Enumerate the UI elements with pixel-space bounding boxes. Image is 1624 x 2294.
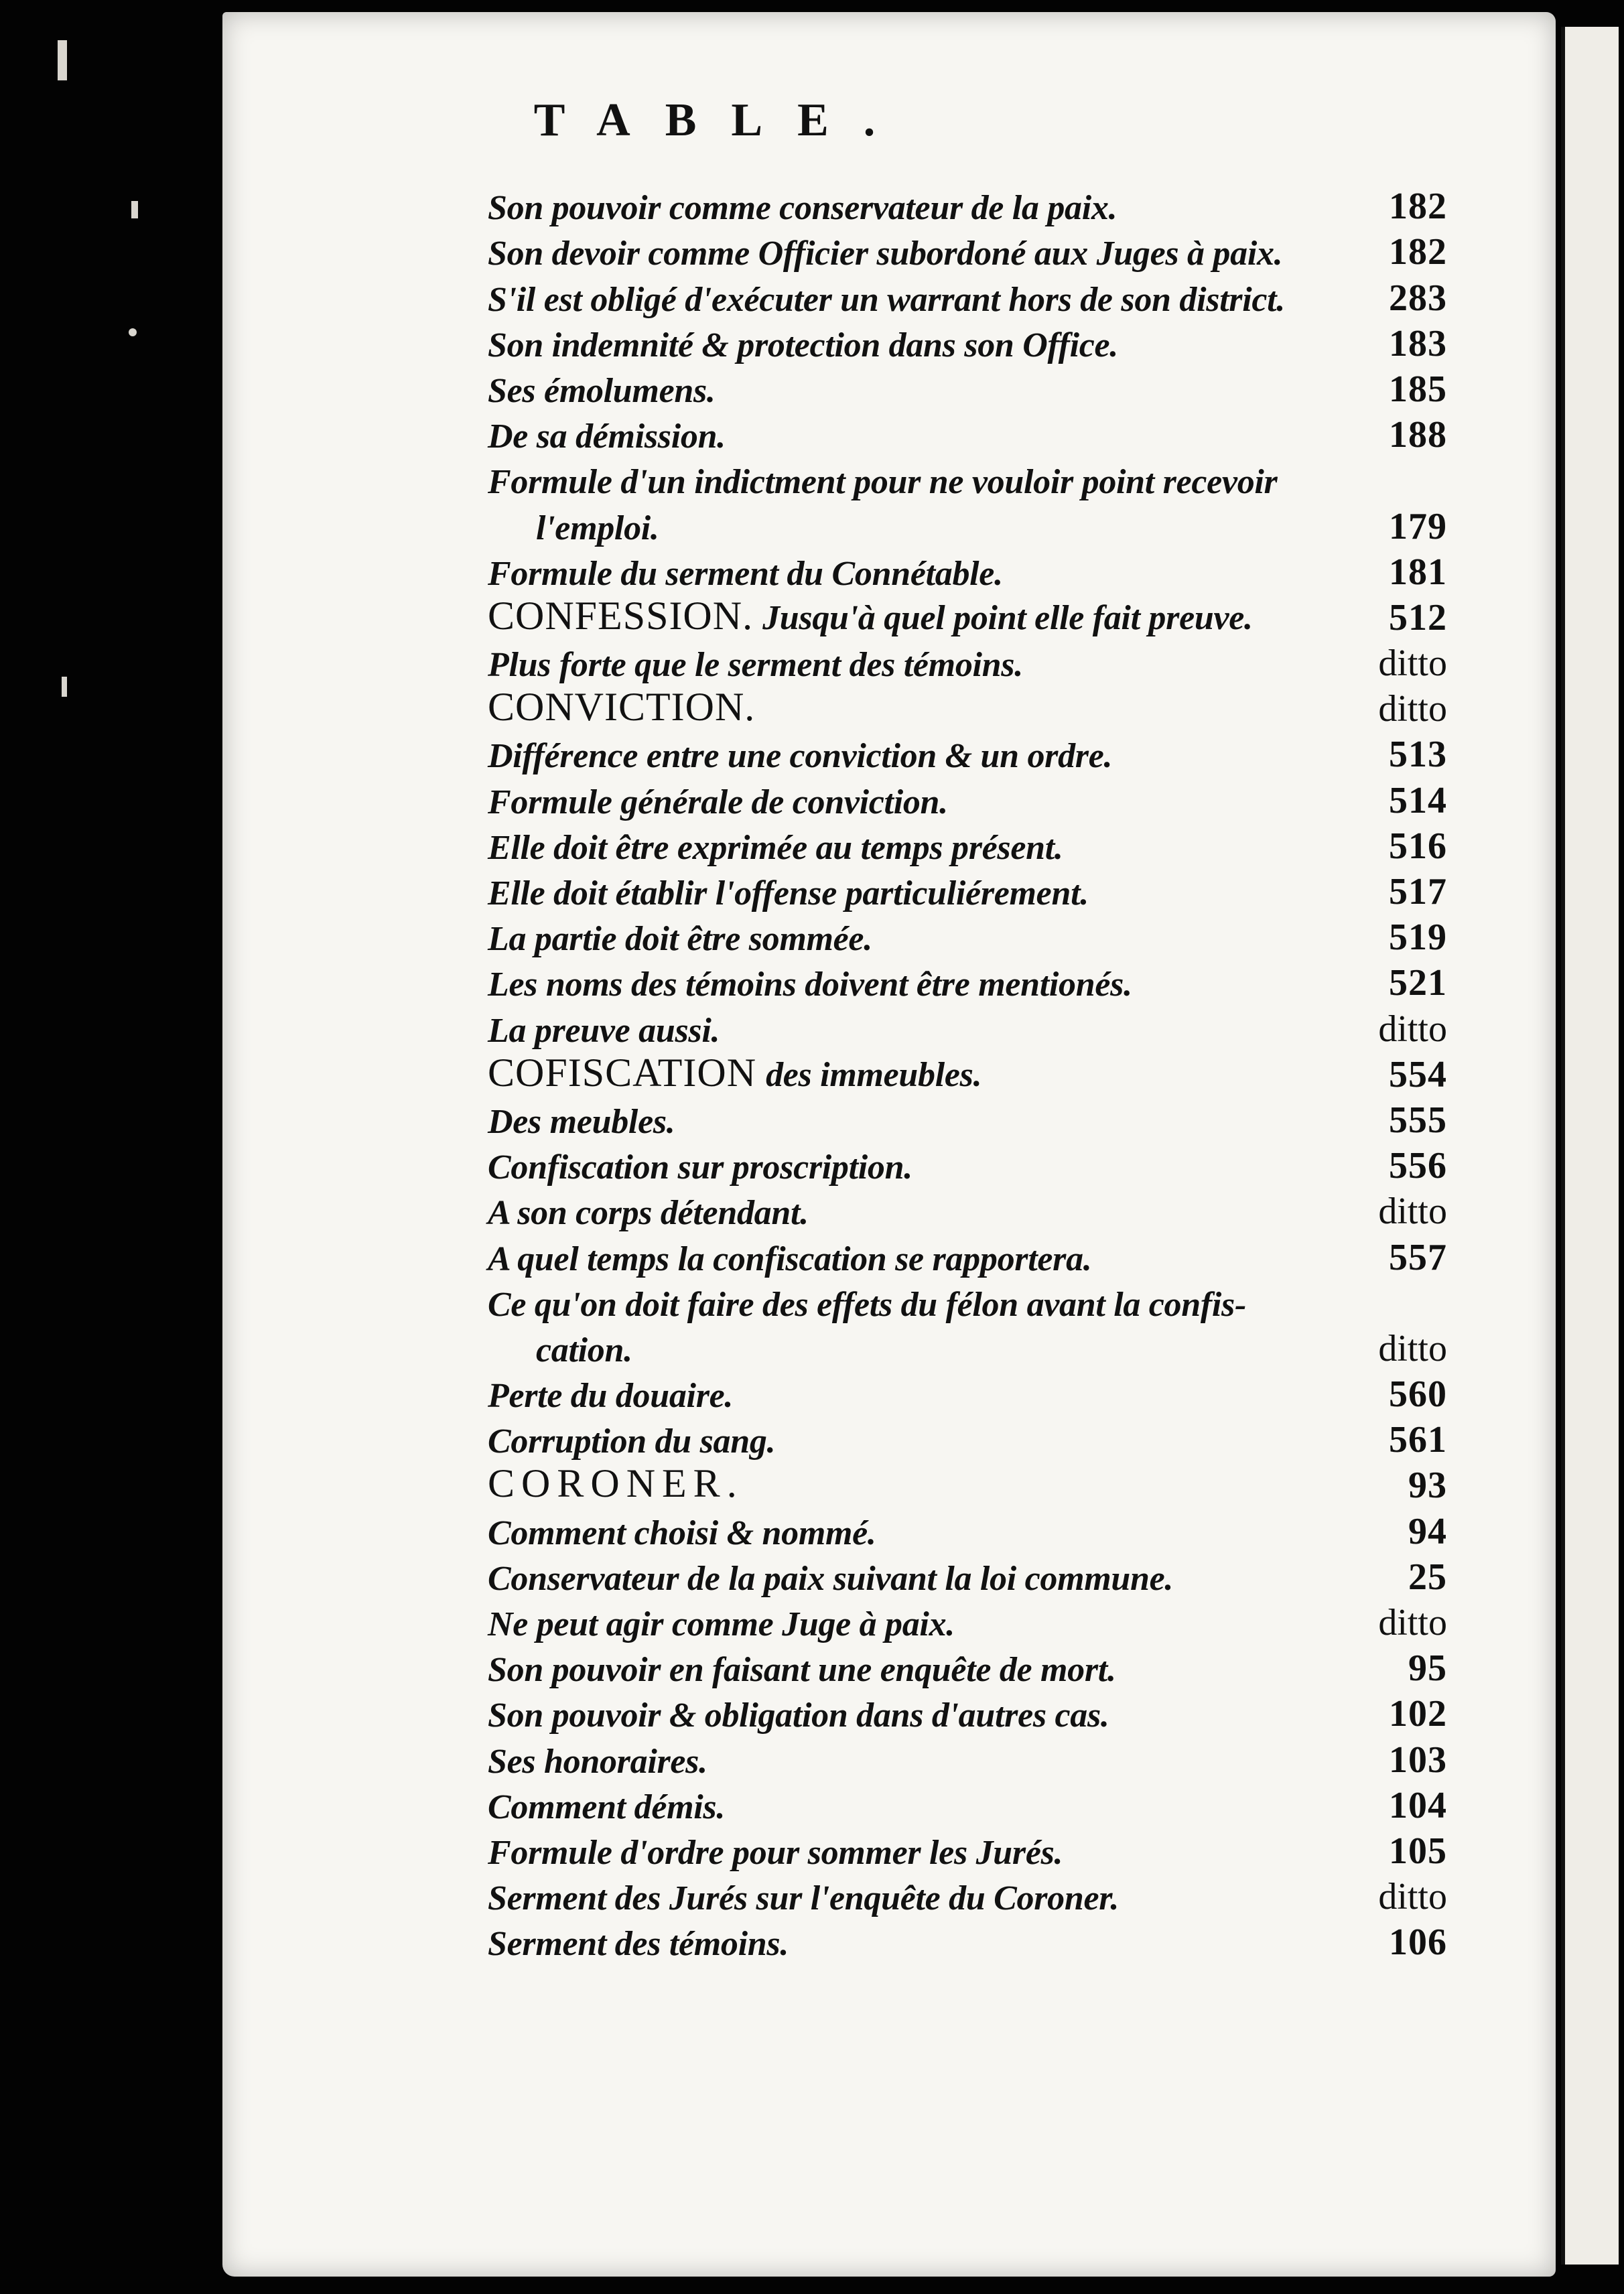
entry-description: Formule d'ordre pour sommer les Jurés. <box>488 1833 1063 1872</box>
entry-description: A son corps détendant. <box>488 1194 809 1233</box>
entry-page-number: 105 <box>1389 1830 1447 1872</box>
entry-page-number: 513 <box>1389 734 1447 776</box>
facing-page-edge <box>1561 27 1619 2265</box>
binding-mark <box>58 40 67 80</box>
entry-description: Serment des témoins. <box>488 1925 789 1964</box>
entry-description: La preuve aussi. <box>488 1011 720 1050</box>
binding-mark <box>129 328 137 336</box>
entry-page-number: 103 <box>1389 1739 1447 1781</box>
entry-text <box>488 326 1118 365</box>
index-entry <box>488 1327 1452 1375</box>
entry-text <box>536 1331 632 1370</box>
entry-page-number: ditto <box>1378 1602 1447 1643</box>
entry-page-number: 95 <box>1408 1647 1447 1690</box>
entry-page-number: 181 <box>1389 551 1447 593</box>
entry-description: Formule d'un indictment pour ne vouloir point recevoir <box>488 463 1278 502</box>
index-entry <box>488 736 1452 781</box>
entry-description: Son pouvoir en faisant une enquête de mort. <box>488 1651 1116 1690</box>
entry-page-number: 102 <box>1389 1693 1447 1735</box>
entry-description: Ce qu'on doit faire des effets du félon avant la confis- <box>488 1285 1246 1324</box>
entry-page-number: 94 <box>1408 1510 1447 1552</box>
index-entry <box>488 1741 1452 1786</box>
entry-text <box>488 1605 955 1644</box>
index-entry <box>488 781 1452 827</box>
entry-text <box>488 1879 1119 1918</box>
entry-text <box>536 509 659 548</box>
index-entry <box>488 919 1452 964</box>
entry-page-number: 512 <box>1389 596 1447 638</box>
entry-text <box>488 1422 775 1461</box>
entry-description: La partie doit être sommée. <box>488 920 872 959</box>
index-entry <box>488 1050 1452 1101</box>
entry-description: Ses honoraires. <box>488 1742 707 1781</box>
index-entry <box>488 1193 1452 1238</box>
entry-description: Son pouvoir & obligation dans d'autres cas. <box>488 1696 1109 1735</box>
entry-text <box>488 684 764 730</box>
entry-text <box>488 965 1132 1004</box>
entry-text <box>488 1461 753 1507</box>
entry-text <box>488 1650 1116 1690</box>
index-entry <box>488 1147 1452 1193</box>
entry-page-number: 188 <box>1389 414 1447 456</box>
entry-text <box>488 462 1277 502</box>
entry-text <box>488 1696 1109 1735</box>
entry-page-number: 25 <box>1408 1556 1447 1598</box>
entry-page-number: 104 <box>1389 1784 1447 1826</box>
entry-text <box>488 645 1023 685</box>
entry-description: Des meubles. <box>488 1102 675 1141</box>
index-entry <box>488 1238 1452 1284</box>
entry-text <box>488 1050 982 1096</box>
entry-page-number: 514 <box>1389 779 1447 821</box>
entry-page-number: 554 <box>1389 1053 1447 1095</box>
entry-text <box>488 593 1253 639</box>
entry-description: Corruption du sang. <box>488 1422 776 1461</box>
entry-text <box>488 1011 720 1051</box>
entry-description: Plus forte que le serment des témoins. <box>488 646 1023 685</box>
entry-description: des immeubles. <box>766 1055 982 1094</box>
entry-description: Confiscation sur proscription. <box>488 1148 912 1187</box>
entry-page-number: ditto <box>1378 1327 1447 1369</box>
entry-page-number: 283 <box>1389 277 1447 319</box>
index-entry <box>488 1375 1452 1421</box>
index-entry <box>488 416 1452 462</box>
entry-description: Serment des Jurés sur l'enquête du Coroner. <box>488 1879 1120 1918</box>
index-entry <box>488 685 1452 736</box>
entry-page-number: 557 <box>1389 1236 1447 1278</box>
entry-text <box>488 188 1117 228</box>
entry-page-number: 106 <box>1389 1921 1447 1964</box>
entry-description: Différence entre une conviction & un ordre. <box>488 737 1113 776</box>
index-entry <box>488 1878 1452 1924</box>
index-entry <box>488 1649 1452 1695</box>
entry-page-number: 555 <box>1389 1099 1447 1141</box>
index-entry <box>488 370 1452 416</box>
entry-text <box>488 874 1089 913</box>
index-entry <box>488 1832 1452 1878</box>
entry-text <box>488 1833 1063 1873</box>
index-entry <box>488 827 1452 873</box>
entry-text <box>488 1513 876 1553</box>
running-head: TABLE. <box>533 94 910 146</box>
index-entry <box>488 645 1452 690</box>
entry-page-number: 93 <box>1408 1465 1447 1507</box>
index-entry <box>488 1604 1452 1649</box>
entry-text <box>488 280 1285 320</box>
entry-text <box>488 1285 1246 1325</box>
entry-description: Comment démis. <box>488 1787 726 1826</box>
entry-text <box>488 828 1063 868</box>
index-entry <box>488 322 1452 370</box>
entry-text <box>488 1193 809 1233</box>
index-entry <box>488 1784 1452 1832</box>
index-entry <box>488 964 1452 1010</box>
entry-description: Conservateur de la paix suivant la loi commune. <box>488 1559 1174 1598</box>
entry-description: Comment choisi & nommé. <box>488 1513 876 1552</box>
entry-page-number: 516 <box>1389 825 1447 867</box>
index-entry <box>488 279 1452 324</box>
entry-page-number: 560 <box>1389 1373 1447 1416</box>
index-entry <box>488 873 1452 919</box>
entry-page-number: ditto <box>1378 1008 1447 1050</box>
entry-description: Les noms des témoins doivent être mentionés. <box>488 965 1132 1004</box>
index-entry <box>488 1695 1452 1741</box>
index-entry <box>488 1921 1452 1969</box>
index-entry <box>488 233 1452 279</box>
entry-description: cation. <box>536 1331 632 1369</box>
entry-page-number: 183 <box>1389 322 1447 364</box>
entry-description: Elle doit être exprimée au temps présent. <box>488 828 1063 867</box>
index-entry <box>488 593 1452 645</box>
entry-text <box>488 1148 912 1187</box>
entry-text <box>488 783 948 822</box>
index-entry <box>488 1010 1452 1055</box>
index-entries <box>488 188 1452 1969</box>
entry-description: Perte du douaire. <box>488 1377 734 1416</box>
index-entry <box>488 1101 1452 1147</box>
entry-page-number: ditto <box>1378 1876 1447 1918</box>
entry-text <box>488 1787 725 1827</box>
entry-page-number: ditto <box>1378 1191 1447 1233</box>
index-entry <box>488 1461 1452 1512</box>
entry-page-number: 519 <box>1389 917 1447 959</box>
index-entry <box>488 1512 1452 1558</box>
entry-page-number: ditto <box>1378 688 1447 730</box>
index-entry <box>488 507 1452 553</box>
index-entry <box>488 553 1452 599</box>
index-entry <box>488 1421 1452 1467</box>
index-entry <box>488 462 1452 507</box>
binding-mark <box>62 677 67 697</box>
index-entry <box>488 1558 1452 1604</box>
entry-page-number: 556 <box>1389 1145 1447 1187</box>
entry-description: Ses émolumens. <box>488 371 716 410</box>
entry-page-number: ditto <box>1378 643 1447 685</box>
entry-text <box>488 736 1112 776</box>
entry-description: Formule du serment du Connétable. <box>488 554 1003 593</box>
entry-description: Elle doit établir l'offense particuliérement. <box>488 874 1089 913</box>
index-entry <box>488 188 1452 233</box>
entry-text <box>488 371 716 411</box>
entry-page-number: 182 <box>1389 186 1447 228</box>
entry-heading: CONFESSION. <box>488 593 754 638</box>
binding-mark <box>131 201 138 218</box>
entry-page-number: 185 <box>1389 368 1447 410</box>
entry-page-number: 179 <box>1389 505 1447 547</box>
entry-page-number: 517 <box>1389 871 1447 913</box>
entry-description: S'il est obligé d'exécuter un warrant hors de son district. <box>488 280 1286 319</box>
entry-description: Ne peut agir comme Juge à paix. <box>488 1605 955 1643</box>
entry-page-number: 521 <box>1389 962 1447 1004</box>
entry-text <box>488 417 726 456</box>
entry-text <box>488 919 872 959</box>
entry-text <box>488 1742 707 1781</box>
entry-heading: CONVICTION. <box>488 685 756 730</box>
entry-heading: CORONER. <box>488 1461 744 1506</box>
entry-text <box>488 1102 675 1142</box>
entry-text <box>488 1559 1173 1599</box>
entry-text <box>488 554 1003 594</box>
index-entry <box>488 1284 1452 1330</box>
entry-text <box>488 1376 733 1416</box>
entry-text <box>488 1239 1091 1279</box>
entry-page-number: 561 <box>1389 1419 1447 1461</box>
entry-description: Formule générale de conviction. <box>488 783 948 821</box>
entry-text <box>488 234 1282 273</box>
entry-description: A quel temps la confiscation se rapportera. <box>488 1239 1092 1278</box>
entry-description: Jusqu'à quel point elle fait preuve. <box>762 598 1253 637</box>
entry-description: De sa démission. <box>488 417 726 456</box>
entry-description: l'emploi. <box>536 509 659 547</box>
entry-description: Son indemnité & protection dans son Office. <box>488 326 1119 364</box>
entry-text <box>488 1924 789 1964</box>
entry-page-number: 182 <box>1389 231 1447 273</box>
entry-description: Son pouvoir comme conservateur de la paix. <box>488 189 1118 228</box>
entry-heading: COFISCATION <box>488 1050 757 1095</box>
entry-description: Son devoir comme Officier subordoné aux Juges à paix. <box>488 234 1283 273</box>
